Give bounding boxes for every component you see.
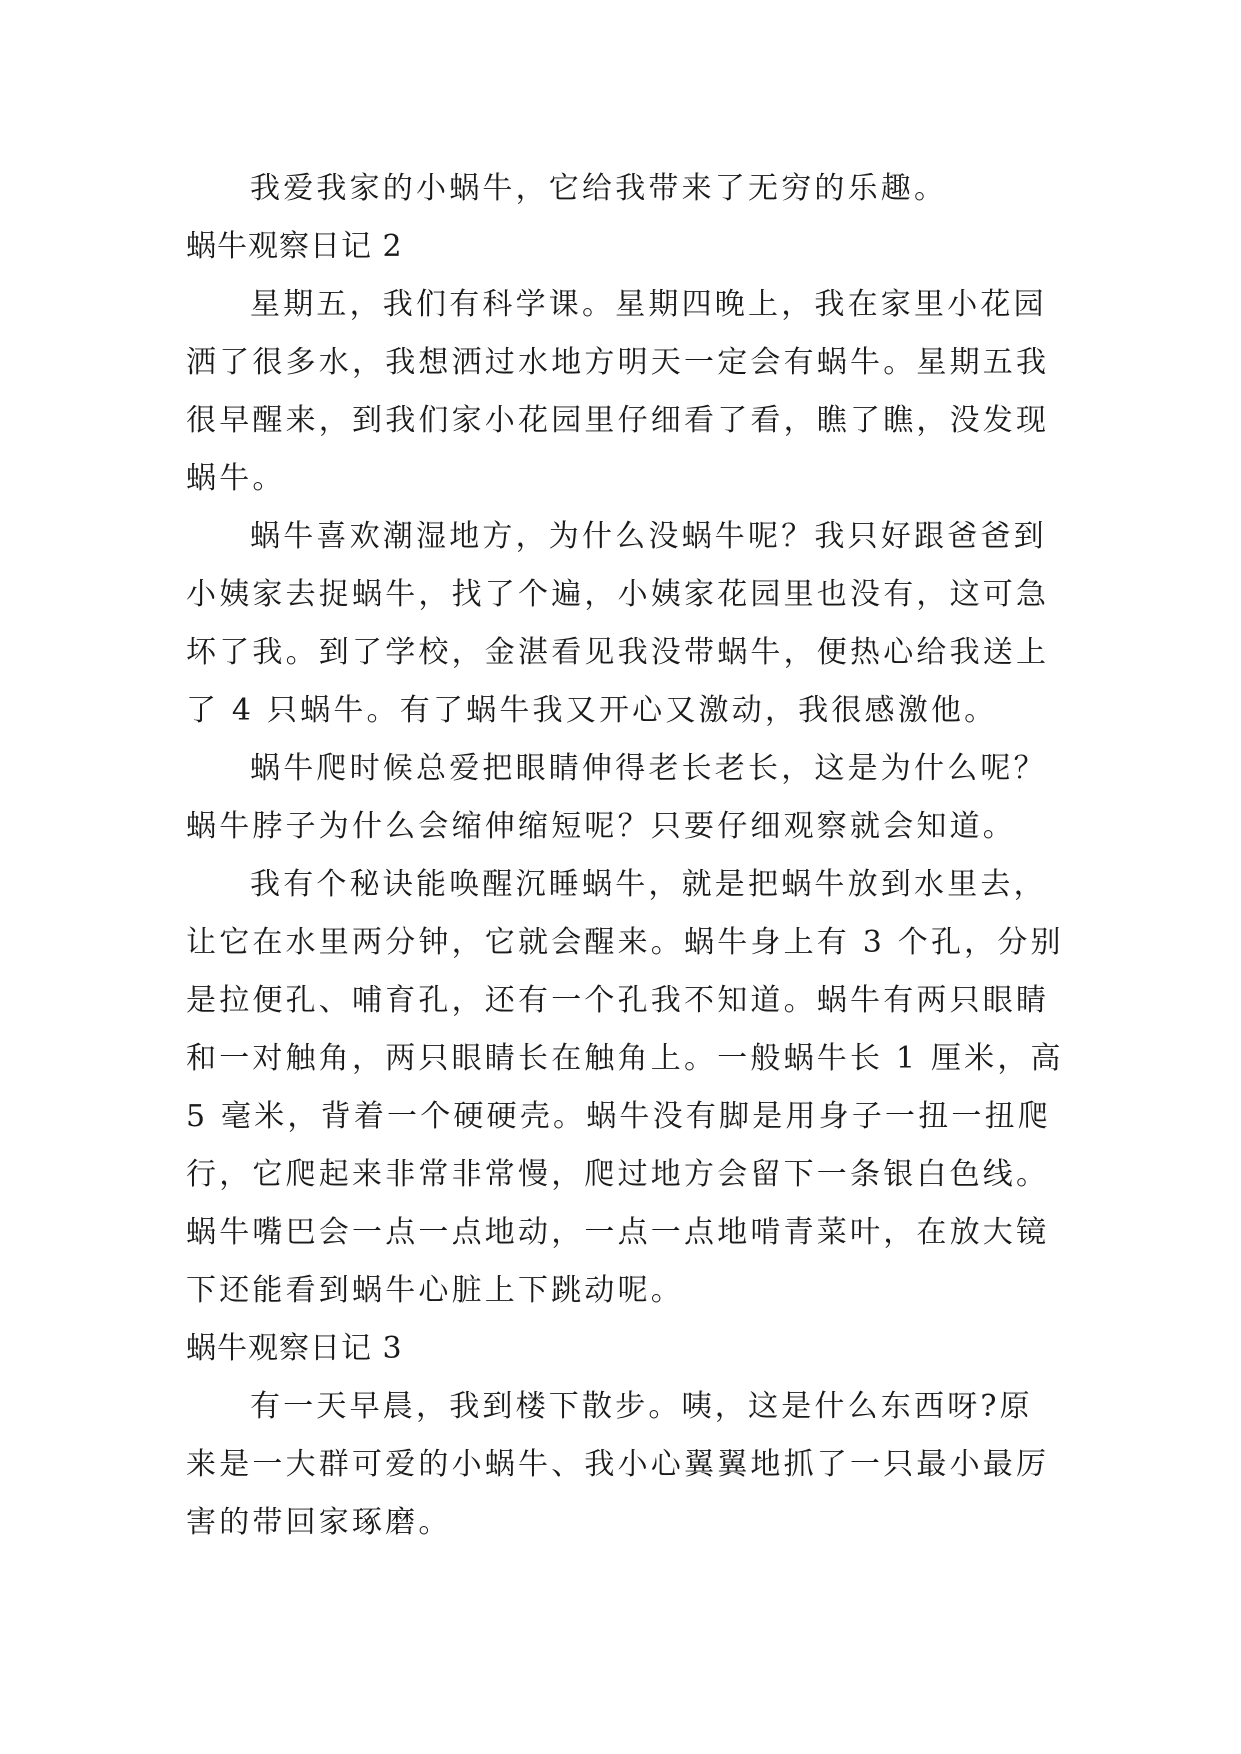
paragraph-line: 了 4 只蜗牛。有了蜗牛我又开心又激动，我很感激他。: [186, 693, 998, 728]
paragraph-line: 行，它爬起来非常非常慢，爬过地方会留下一条银白色线。: [186, 1157, 1050, 1192]
paragraph-line: 5 毫米，背着一个硬硬壳。蜗牛没有脚是用身子一扭一扭爬: [186, 1099, 1052, 1134]
document-body: [186, 160, 1064, 1552]
paragraph-line: 害的带回家琢磨。: [186, 1505, 452, 1540]
paragraph-line: 蜗牛嘴巴会一点一点地动，一点一点地啃青菜叶，在放大镜: [186, 1215, 1050, 1250]
paragraph-line: 蜗牛。: [186, 461, 286, 496]
paragraph-line: 让它在水里两分钟，它就会醒来。蜗牛身上有 3 个孔，分别: [186, 925, 1064, 960]
section-heading: 蜗牛观察日记 3: [186, 1331, 403, 1366]
paragraph-line: 星期五，我们有科学课。星期四晚上，我在家里小花园: [250, 287, 1047, 322]
paragraph-line: 蜗牛喜欢潮湿地方，为什么没蜗牛呢？我只好跟爸爸到: [250, 519, 1047, 554]
paragraph-line: 我有个秘诀能唤醒沉睡蜗牛，就是把蜗牛放到水里去，: [250, 867, 1047, 902]
paragraph-line: 来是一大群可爱的小蜗牛、我小心翼翼地抓了一只最小最厉: [186, 1447, 1050, 1482]
paragraph-line: 有一天早晨，我到楼下散步。咦，这是什么东西呀?原: [250, 1389, 1033, 1424]
paragraph-line: 我爱我家的小蜗牛，它给我带来了无穷的乐趣。: [250, 171, 948, 206]
paragraph-line: 是拉便孔、哺育孔，还有一个孔我不知道。蜗牛有两只眼睛: [186, 983, 1050, 1018]
paragraph-line: 很早醒来，到我们家小花园里仔细看了看，瞧了瞧，没发现: [186, 403, 1050, 438]
paragraph-line: 洒了很多水，我想洒过水地方明天一定会有蜗牛。星期五我: [186, 345, 1050, 380]
paragraph-line: 坏了我。到了学校，金湛看见我没带蜗牛，便热心给我送上: [186, 635, 1050, 670]
section-heading: 蜗牛观察日记 2: [186, 229, 403, 264]
paragraph-line: 和一对触角，两只眼睛长在触角上。一般蜗牛长 1 厘米，高: [186, 1041, 1064, 1076]
paragraph-line: 蜗牛爬时候总爱把眼睛伸得老长老长，这是为什么呢？: [250, 751, 1047, 786]
paragraph-line: 小姨家去捉蜗牛，找了个遍，小姨家花园里也没有，这可急: [186, 577, 1050, 612]
paragraph-line: 下还能看到蜗牛心脏上下跳动呢。: [186, 1273, 684, 1308]
paragraph-line: 蜗牛脖子为什么会缩伸缩短呢？只要仔细观察就会知道。: [186, 809, 1016, 844]
